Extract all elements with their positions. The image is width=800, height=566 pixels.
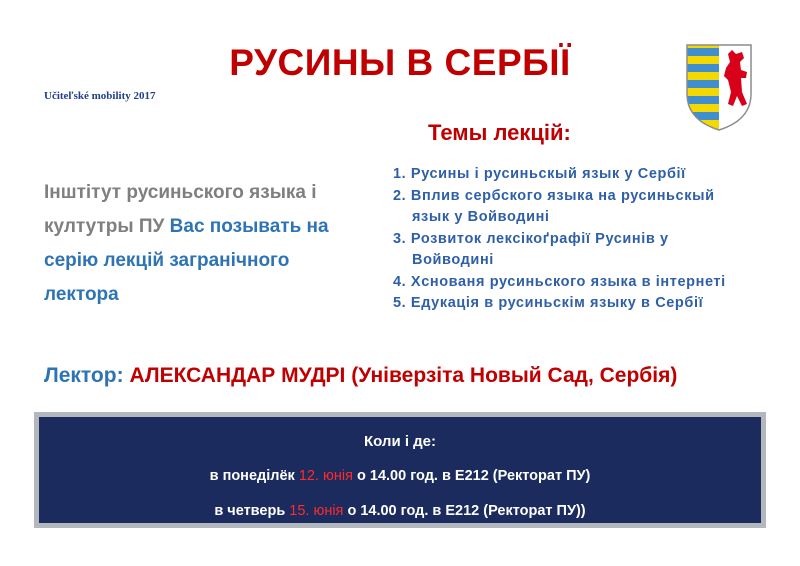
schedule-details: о 14.00 год. в E212 (Ректорат ПУ) bbox=[352, 468, 591, 484]
lecturer-name: АЛЕКСАНДАР МУДРІ bbox=[129, 364, 346, 387]
topic-item: 5. Едукація в русиньскім языку в Сербії bbox=[393, 295, 704, 311]
topic-item: 4. Хснованя русиньского языка в інтернеті bbox=[393, 273, 726, 290]
schedule-box bbox=[34, 412, 766, 528]
schedule-line-thursday bbox=[39, 503, 761, 519]
topic-item: 2. Вплив сербского языка на русиньскый язык у Войводині bbox=[393, 187, 715, 225]
affiliation-open-paren: ( bbox=[351, 364, 359, 387]
lecturer-line bbox=[44, 364, 677, 388]
page-title: РУСИНЫ В СЕРБІЇ bbox=[229, 42, 571, 83]
schedule-day: в четверь bbox=[214, 503, 290, 519]
schedule-day: в понеділёк bbox=[209, 468, 299, 484]
lecturer-label: Лектор: bbox=[44, 364, 124, 387]
schedule-date: 15. юнія bbox=[289, 503, 344, 519]
mobility-label: Učiteľské mobility 2017 bbox=[44, 90, 156, 102]
invitation-phrase: Вас позывать на серію лекцій загранічного лектора bbox=[44, 216, 329, 305]
schedule-line-monday bbox=[39, 468, 761, 484]
invitation-text bbox=[44, 176, 344, 312]
topics-heading: Темы лекцій: bbox=[428, 120, 571, 145]
topic-item: 3. Розвиток лексікоґрафії Русинів у Войводині bbox=[393, 230, 669, 268]
schedule-panel bbox=[39, 417, 761, 523]
lecturer-affiliation: Універзіта Новый Сад, Сербія bbox=[358, 364, 671, 387]
topics-list bbox=[393, 164, 753, 315]
topic-item: 1. Русины і русиньскый язык у Сербії bbox=[393, 166, 686, 182]
institute-name: Інштітут русиньского языка і култутры ПУ bbox=[44, 182, 317, 237]
schedule-heading: Коли і де: bbox=[363, 433, 437, 450]
coat-of-arms-icon bbox=[684, 42, 754, 132]
schedule-date: 12. юнія bbox=[298, 468, 353, 484]
schedule-details: о 14.00 год. в E212 (Ректорат ПУ)) bbox=[343, 503, 586, 519]
affiliation-close-paren: ) bbox=[670, 364, 678, 387]
